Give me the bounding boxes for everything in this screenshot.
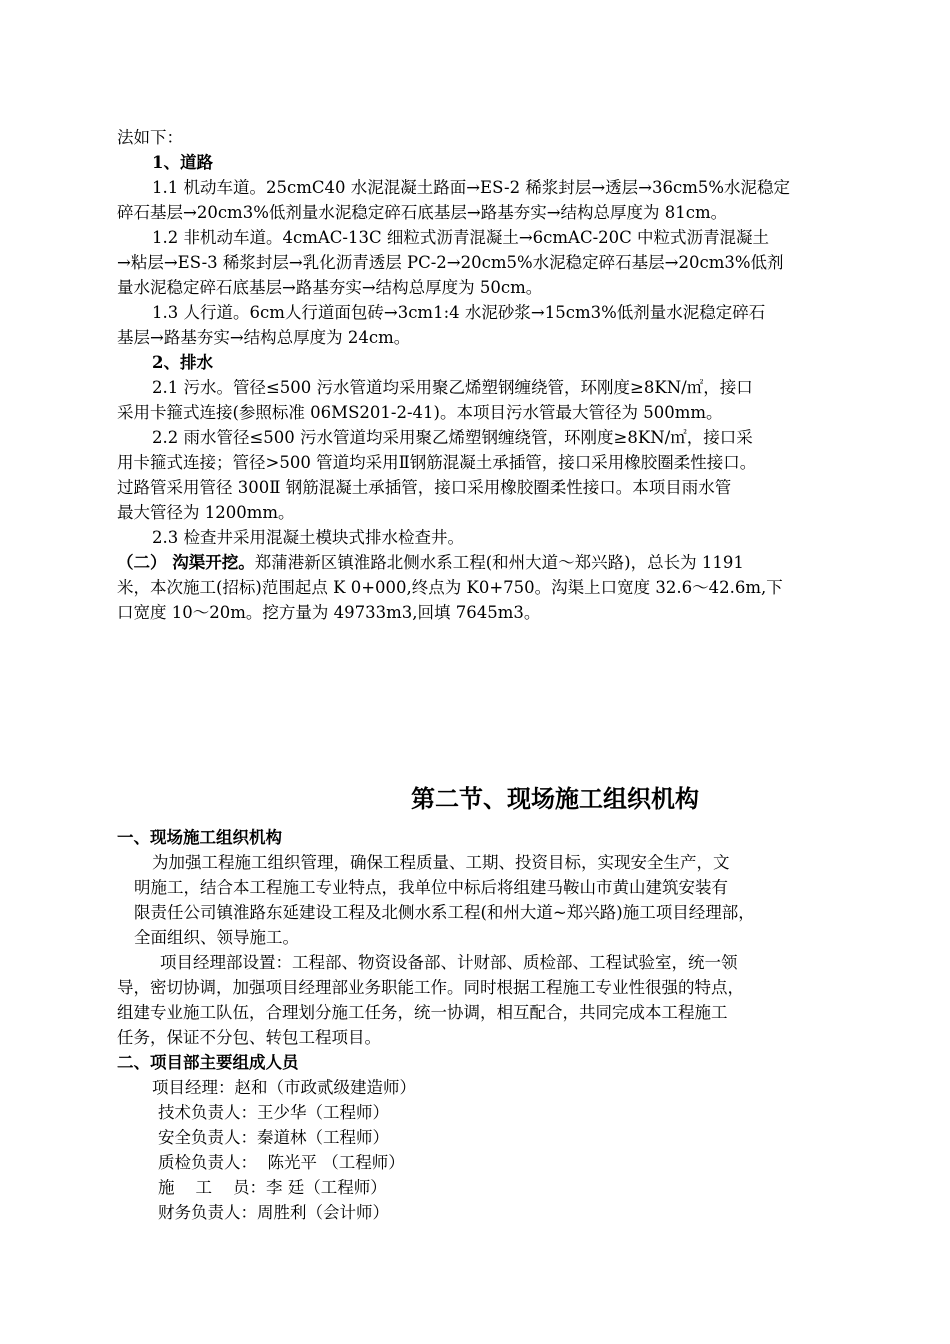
text-line: 明施工，结合本工程施工专业特点，我单位中标后将组建马鞍山市黄山建筑安装有 [134, 878, 728, 897]
text-line: 组建专业施工队伍，合理划分施工任务，统一协调，相互配合，共同完成本工程施工 [117, 1003, 728, 1022]
text-line: 2.1 污水。管径≤500 污水管道均采用聚乙烯塑钢缠绕管，环刚度≥8KN/㎡，接口 [152, 378, 753, 397]
text-line: 最大管径为 1200mm。 [117, 503, 295, 522]
text-line: 米，本次施工(招标)范围起点 K 0+000,终点为 K0+750。沟渠上口宽度 32.6～42.6m,下 [117, 578, 783, 597]
subheading-drainage: 2、排水 [152, 353, 213, 372]
staff-item: 施 工 员：李 廷（工程师） [158, 1178, 387, 1197]
text-line: 任务，保证不分包、转包工程项目。 [117, 1028, 381, 1047]
text-line: 量水泥稳定碎石底基层→路基夯实→结构总厚度为 50cm。 [117, 278, 543, 297]
subheading-roads: 1、道路 [152, 153, 213, 172]
text-line: 为加强工程施工组织管理，确保工程质量、工期、投资目标，实现安全生产，文 [152, 853, 730, 872]
section-title: 第二节、现场施工组织机构 [411, 785, 699, 813]
staff-item: 安全负责人：秦道林（工程师） [158, 1128, 389, 1147]
staff-item: 项目经理：赵和（市政贰级建造师） [152, 1078, 416, 1097]
staff-item: 财务负责人：周胜利（会计师） [158, 1203, 389, 1222]
text-line: 过路管采用管径 300Ⅱ 钢筋混凝土承插管，接口采用橡胶圈柔性接口。本项目雨水管 [117, 478, 732, 497]
text-line: 项目经理部设置：工程部、物资设备部、计财部、质检部、工程试验室，统一领 [160, 953, 738, 972]
text-line: 1.2 非机动车道。4cmAC-13C 细粒式沥青混凝土→6cmAC-20C 中粒式沥青混凝土 [152, 228, 770, 247]
trench-heading: （二） 沟渠开挖。 [117, 553, 255, 572]
text-line: 用卡箍式连接；管径>500 管道均采用Ⅱ钢筋混凝土承插管，接口采用橡胶圈柔性接口。 [117, 453, 757, 472]
staff-item: 技术负责人：王少华（工程师） [158, 1103, 389, 1122]
text-line: →粘层→ES-3 稀浆封层→乳化沥青透层 PC-2→20cm5%水泥稳定碎石基层→20cm3%低剂 [117, 253, 784, 272]
heading-site-organization: 一、现场施工组织机构 [117, 828, 282, 847]
text-line: 1.3 人行道。6cm人行道面包砖→3cm1:4 水泥砂浆→15cm3%低剂量水泥稳定碎石 [152, 303, 766, 322]
trench-paragraph-first-line [117, 552, 744, 574]
trench-text: 郑蒲港新区镇淮路北侧水系工程(和州大道～郑兴路)，总长为 1191 [254, 553, 744, 572]
text-line: 全面组织、领导施工。 [134, 928, 299, 947]
text-line: 1.1 机动车道。25cmC40 水泥混凝土路面→ES-2 稀浆封层→透层→36cm5%水泥稳定 [152, 178, 791, 197]
heading-staff: 二、项目部主要组成人员 [117, 1053, 299, 1072]
text-line: 碎石基层→20cm3%低剂量水泥稳定碎石底基层→路基夯实→结构总厚度为 81cm。 [117, 203, 728, 222]
text-line: 导，密切协调，加强项目经理部业务职能工作。同时根据工程施工专业性很强的特点， [117, 978, 744, 997]
text-line: 2.3 检查井采用混凝土模块式排水检查井。 [152, 528, 464, 547]
text-line: 限责任公司镇淮路东延建设工程及北侧水系工程(和州大道~郑兴路)施工项目经理部， [134, 903, 755, 922]
text-line: 口宽度 10～20m。挖方量为 49733m3,回填 7645m3。 [117, 603, 541, 622]
text-line: 法如下： [117, 128, 183, 147]
text-line: 2.2 雨水管径≤500 污水管道均采用聚乙烯塑钢缠绕管，环刚度≥8KN/㎡，接口采 [152, 428, 753, 447]
staff-item: 质检负责人： 陈光平 （工程师） [158, 1153, 405, 1172]
text-line: 基层→路基夯实→结构总厚度为 24cm。 [117, 328, 411, 347]
text-line: 采用卡箍式连接(参照标准 06MS201-2-41)。本项目污水管最大管径为 500mm。 [117, 403, 723, 422]
